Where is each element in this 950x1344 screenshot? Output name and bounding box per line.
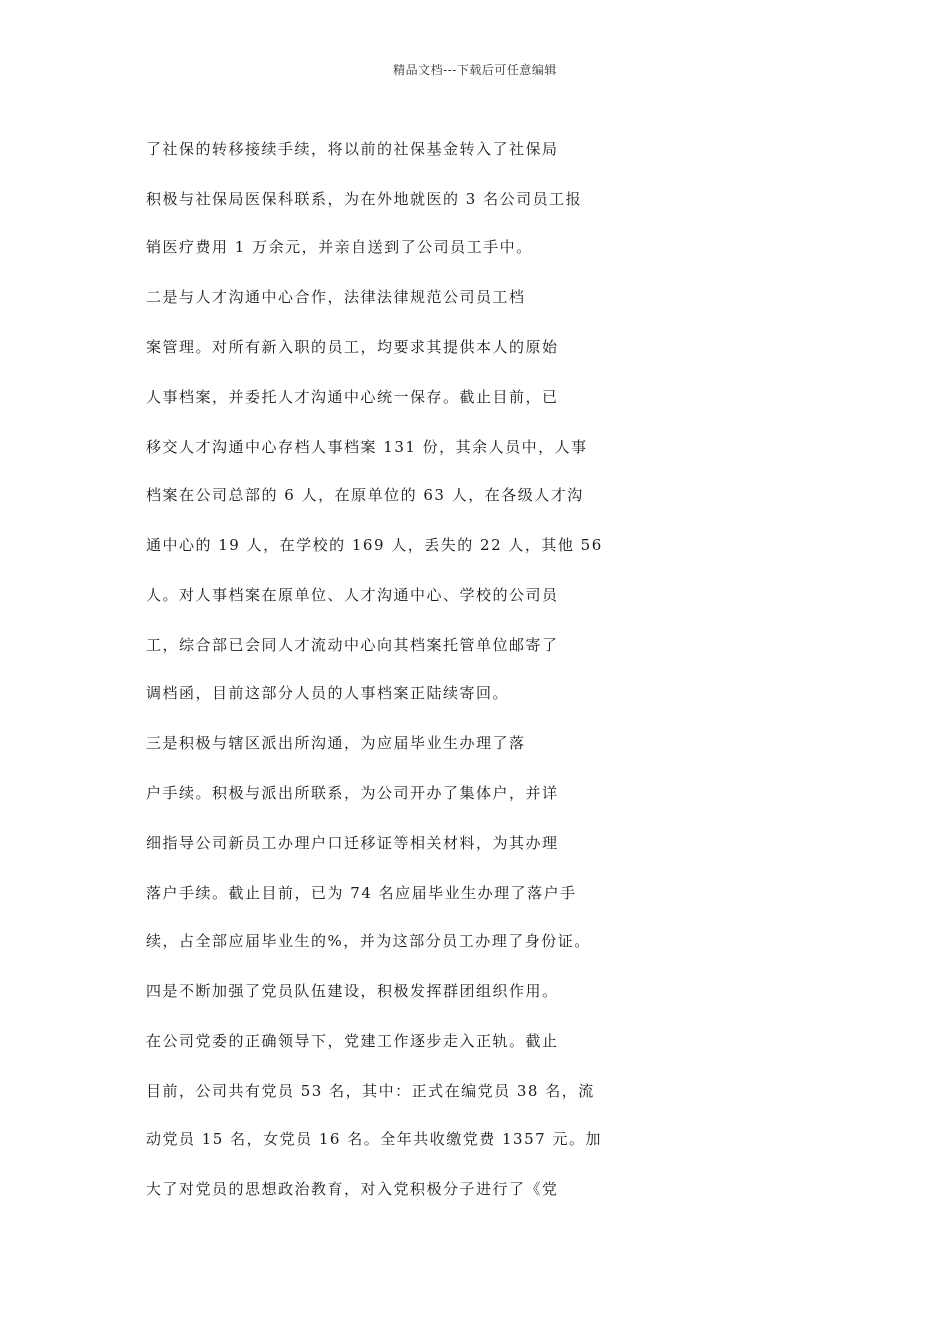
body-text-line: 调档函，目前这部分人员的人事档案正陆续寄回。	[146, 684, 510, 702]
body-text-line: 通中心的 19 人，在学校的 169 人，丢失的 22 人，其他 56	[146, 536, 603, 554]
body-text-line: 移交人才沟通中心存档人事档案 131 份，其余人员中，人事	[146, 438, 588, 456]
body-text-line: 案管理。对所有新入职的员工，均要求其提供本人的原始	[146, 338, 559, 356]
body-text-line: 人。对人事档案在原单位、人才沟通中心、学校的公司员	[146, 586, 559, 604]
body-text-line: 了社保的转移接续手续，将以前的社保基金转入了社保局	[146, 140, 559, 158]
page-header: 精品文档---下载后可任意编辑	[393, 63, 557, 77]
body-text-line: 在公司党委的正确领导下，党建工作逐步走入正轨。截止	[146, 1032, 559, 1050]
body-text-line: 档案在公司总部的 6 人，在原单位的 63 人，在各级人才沟	[146, 486, 584, 504]
body-text-line: 大了对党员的思想政治教育，对入党积极分子进行了《党	[146, 1180, 559, 1198]
body-text-line: 人事档案，并委托人才沟通中心统一保存。截止目前，已	[146, 388, 559, 406]
body-text-line: 户手续。积极与派出所联系，为公司开办了集体户，并详	[146, 784, 559, 802]
body-text-line: 落户手续。截止目前，已为 74 名应届毕业生办理了落户手	[146, 884, 577, 902]
body-text-line: 积极与社保局医保科联系，为在外地就医的 3 名公司员工报	[146, 190, 583, 208]
paragraph-start-line: 四是不断加强了党员队伍建设，积极发挥群团组织作用。	[146, 982, 559, 1000]
paragraph-start-line: 三是积极与辖区派出所沟通，为应届毕业生办理了落	[146, 734, 526, 752]
paragraph-start-line: 二是与人才沟通中心合作，法律法律规范公司员工档	[146, 288, 526, 306]
body-text-line: 续，占全部应届毕业生的%，并为这部分员工办理了身份证。	[146, 932, 591, 950]
body-text-line: 销医疗费用 1 万余元，并亲自送到了公司员工手中。	[146, 238, 533, 256]
body-text-line: 动党员 15 名，女党员 16 名。全年共收缴党费 1357 元。加	[146, 1130, 602, 1148]
body-text-line: 工，综合部已会同人才流动中心向其档案托管单位邮寄了	[146, 636, 559, 654]
body-text-line: 目前，公司共有党员 53 名，其中：正式在编党员 38 名，流	[146, 1082, 595, 1100]
body-text-line: 细指导公司新员工办理户口迁移证等相关材料，为其办理	[146, 834, 559, 852]
